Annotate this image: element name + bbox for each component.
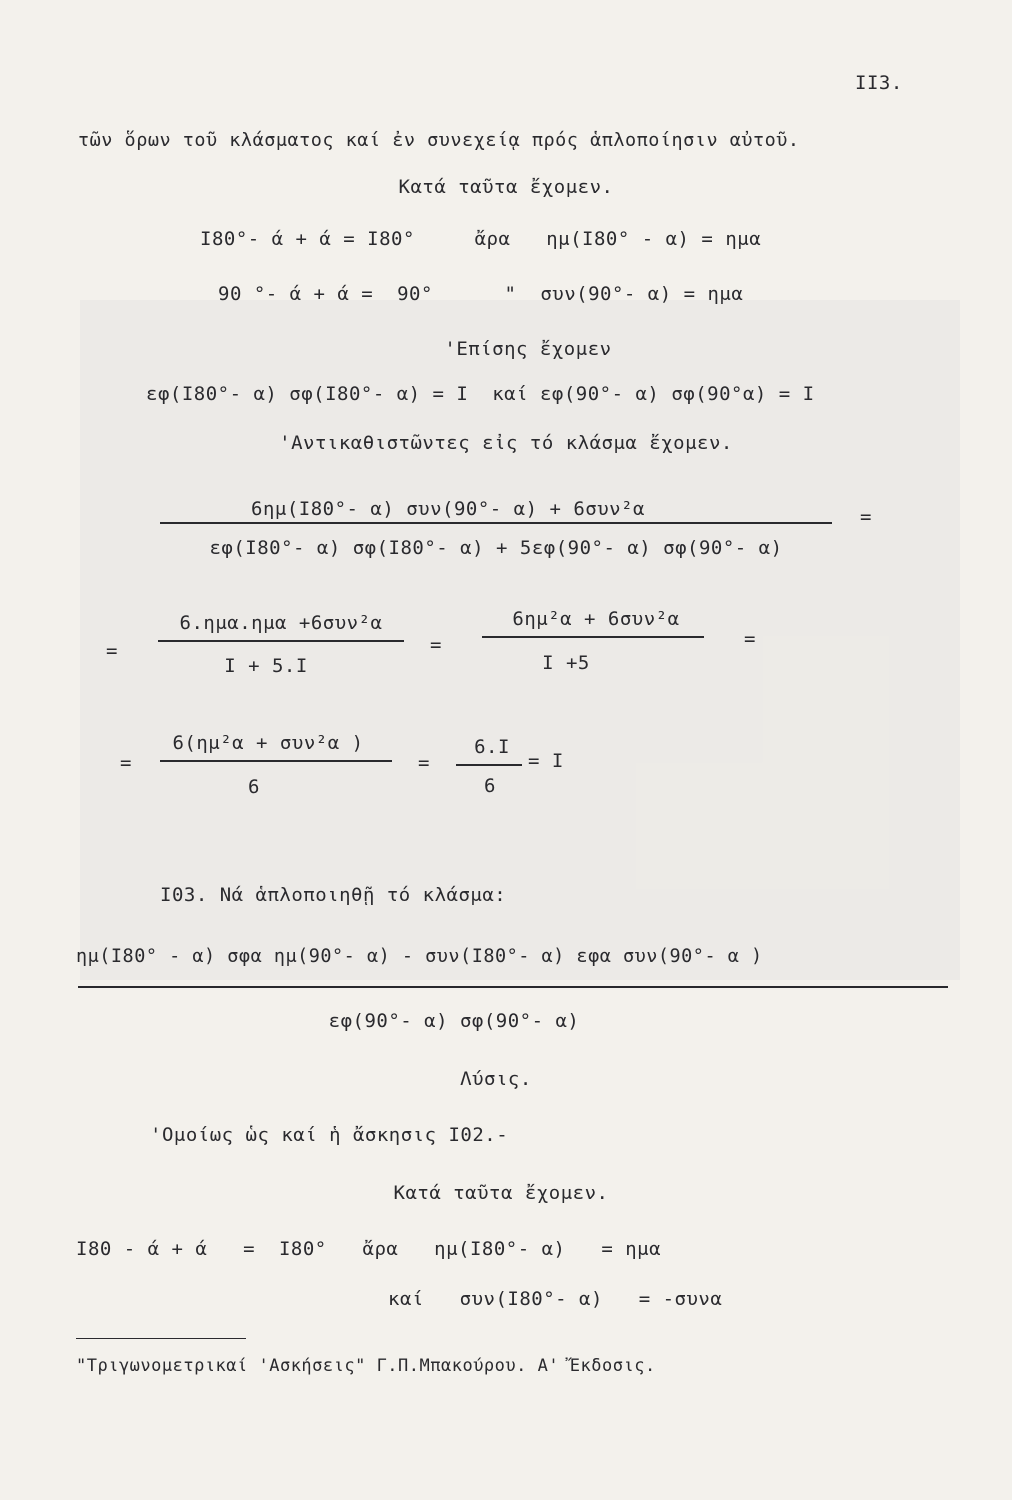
fraction-1-denominator: εφ(I80°- α) σφ(I80°- α) + 5εφ(90°- α) σφ(90°- α) — [209, 537, 783, 559]
fraction-5-denominator: 6 — [484, 775, 496, 797]
problem-fraction-bar — [78, 986, 948, 988]
identity-line-e: καί συν(I80°- α) = -συνα — [388, 1288, 723, 1310]
page-number: II3. — [855, 72, 903, 94]
heading-kata-2: Κατά ταῦτα ἔχομεν. — [393, 1182, 609, 1204]
identity-line-c: εφ(I80°- α) σφ(I80°- α) = I καί εφ(90°- α) σφ(90°α) = I — [146, 383, 815, 405]
heading-lysis: Λύσις. — [460, 1068, 532, 1090]
fraction-2-numerator: 6.ημα.ημα +6συν²α — [179, 612, 383, 634]
omoios-line: 'Ομοίως ὡς καί ἡ ἄσκησις I02.- — [150, 1124, 509, 1146]
intro-line: τῶν ὅρων τοῦ κλάσματος καί ἐν συνεχείᾳ πρός ἁπλοποίησιν αὐτοῦ. — [78, 130, 800, 151]
equals-sign-4: = — [744, 628, 756, 650]
heading-antikathistontes: 'Αντικαθιστῶντες εἰς τό κλάσμα ἔχομεν. — [279, 432, 733, 454]
fraction-4-numerator: 6(ημ²α + συν²α ) — [172, 732, 364, 754]
identity-line-b: 90 °- ά + ά = 90° " συν(90°- α) = ημα — [218, 283, 744, 305]
problem-103-title: I03. Νά ἁπλοποιηθῇ τό κλάσμα: — [160, 884, 507, 906]
fraction-2-bar — [158, 640, 404, 642]
problem-fraction-denominator: εφ(90°- α) σφ(90°- α) — [328, 1010, 580, 1032]
equals-sign-3: = — [430, 634, 442, 656]
footnote-separator — [76, 1338, 246, 1339]
fraction-2-denominator: I + 5.I — [224, 655, 308, 677]
fraction-5-bar — [456, 764, 522, 766]
fraction-4-denominator: 6 — [248, 776, 260, 798]
identity-line-a: I80°- ά + ά = I80° ἄρα ημ(I80° - α) = ημα — [200, 228, 762, 250]
fraction-5-numerator: 6.I — [474, 736, 510, 758]
result-value: = I — [528, 750, 564, 772]
fraction-3-bar — [482, 636, 704, 638]
heading-episis: 'Επίσης ἔχομεν — [444, 338, 612, 360]
identity-line-d: I80 - ά + ά = I80° ἄρα ημ(I80°- α) = ημα — [76, 1238, 662, 1260]
equals-sign-2: = — [106, 640, 118, 662]
equals-sign-6: = — [418, 752, 430, 774]
equals-sign-1: = — [860, 506, 872, 528]
fraction-1-numerator: 6ημ(I80°- α) συν(90°- α) + 6συν²α — [251, 498, 645, 520]
fraction-4-bar — [160, 760, 392, 762]
fraction-3-denominator: I +5 — [542, 652, 590, 674]
heading-kata-1: Κατά ταῦτα ἔχομεν. — [398, 176, 614, 198]
footnote: "Τριγωνομετρικαί 'Ασκήσεις" Γ.Π.Μπακούρου. Α' Ἔκδοσις. — [76, 1356, 656, 1376]
equals-sign-5: = — [120, 752, 132, 774]
fraction-1-bar — [160, 522, 832, 524]
fraction-3-numerator: 6ημ²α + 6συν²α — [512, 608, 680, 630]
problem-fraction-numerator: ημ(I80° - α) σφα ημ(90°- α) - συν(I80°- α) εφα συν(90°- α ) — [76, 946, 763, 967]
